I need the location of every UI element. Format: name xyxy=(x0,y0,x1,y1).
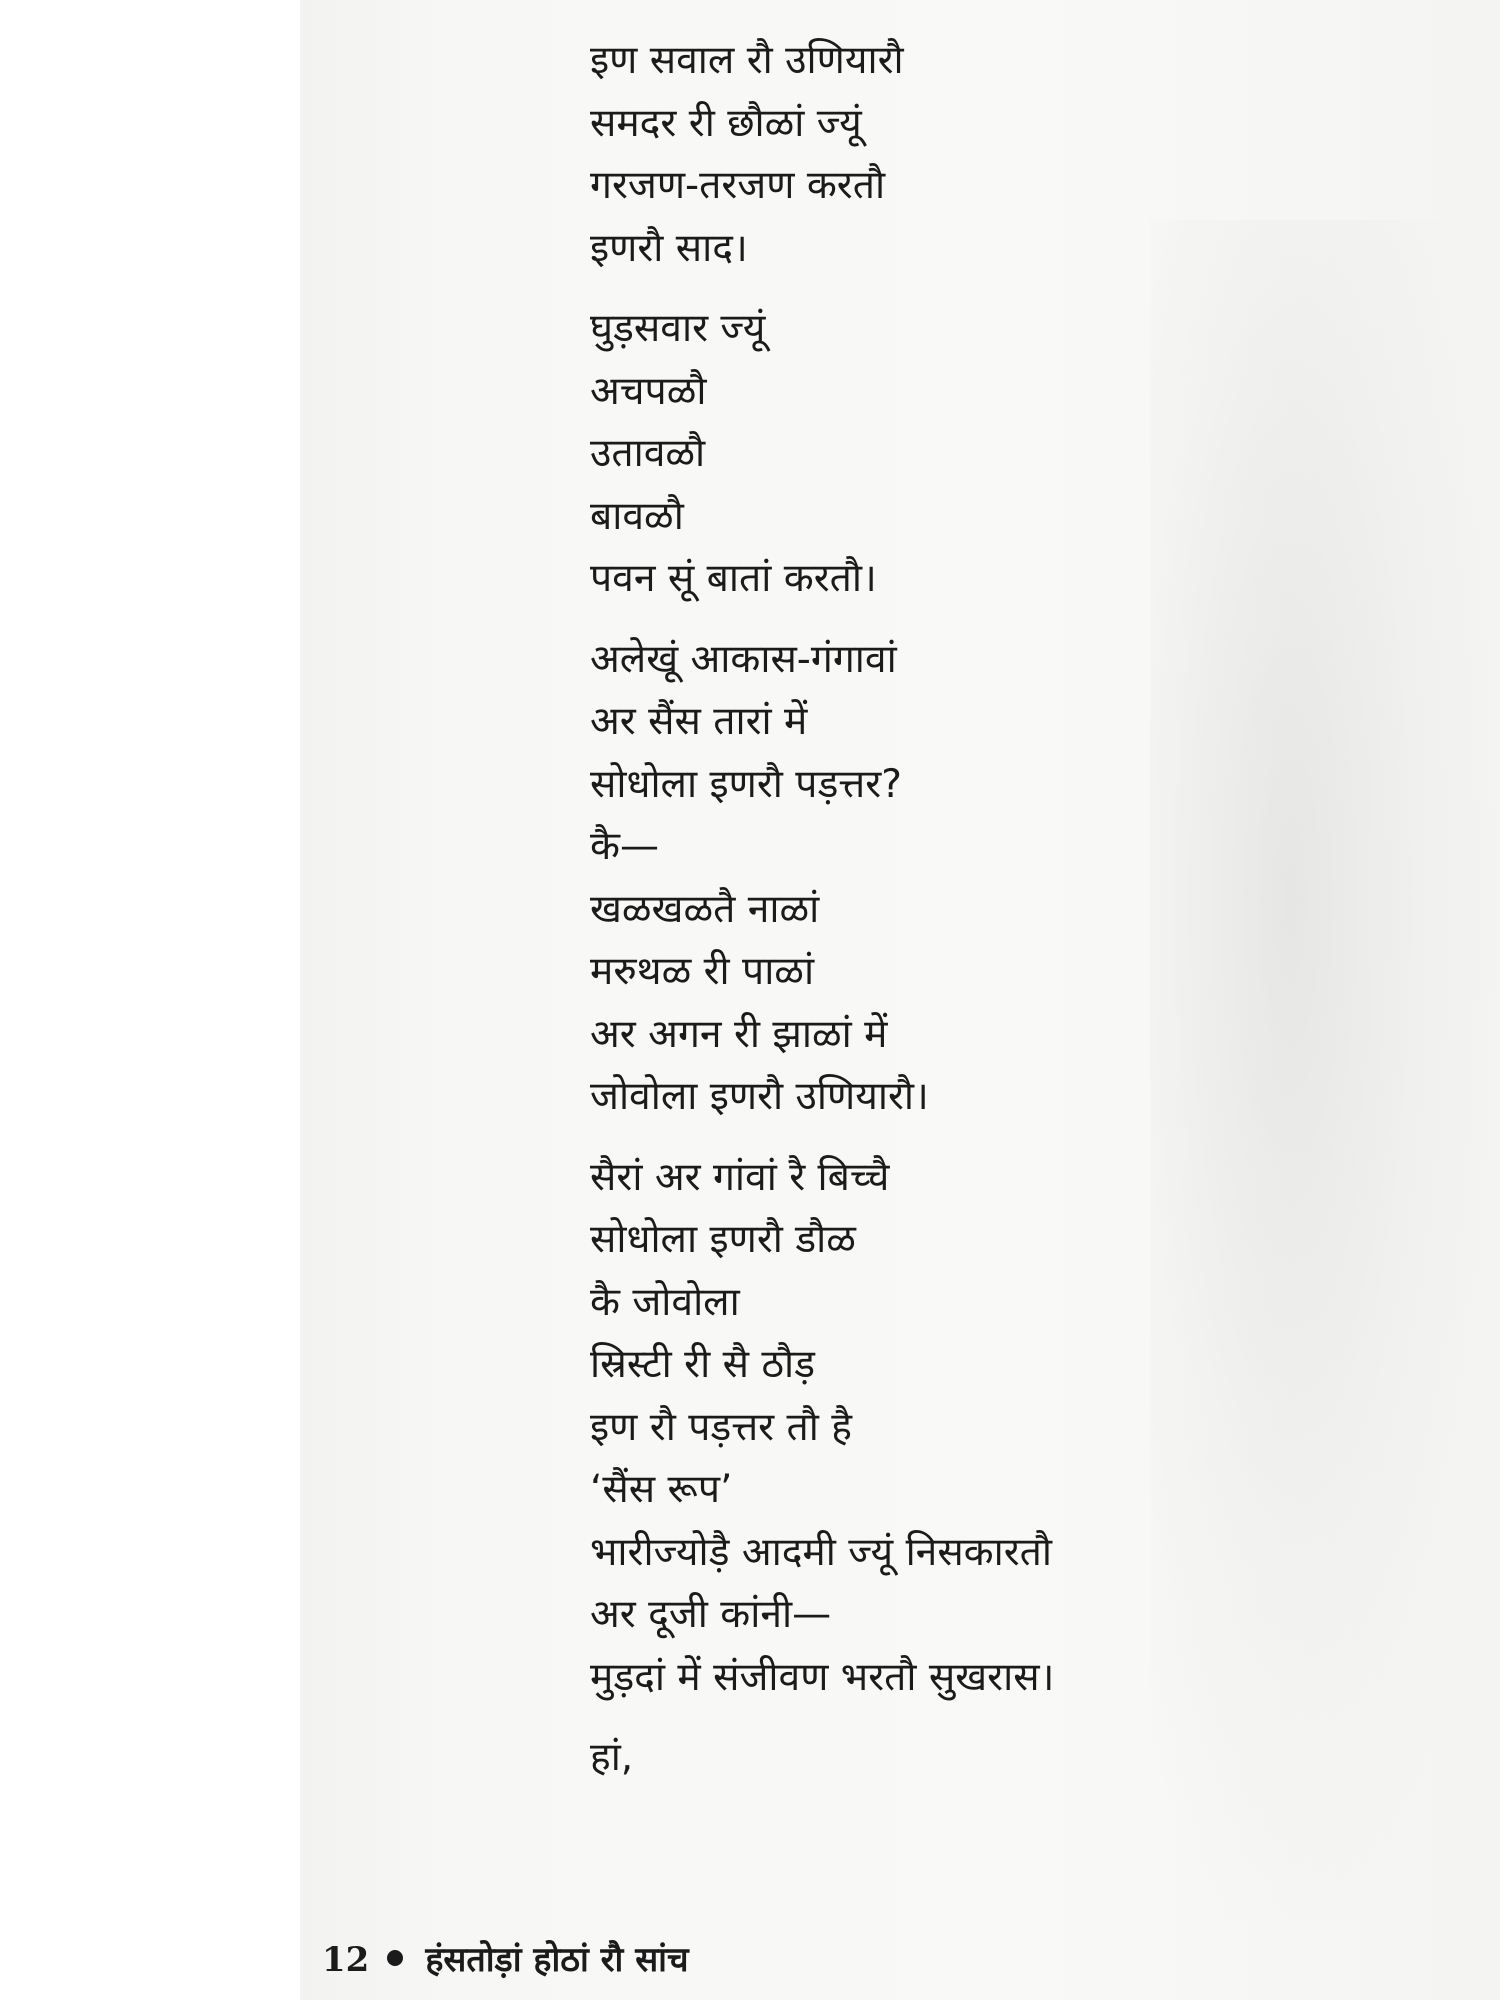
book-title: हंसतोड़ां होठां रौ सांच xyxy=(425,1940,689,1980)
poem-line: सैरां अर गांवां रै बिच्चै xyxy=(590,1154,890,1200)
poem-line: पवन सूं बातां करतौ। xyxy=(590,556,877,601)
poem-body xyxy=(590,30,1410,1808)
poem-line: स्रिस्टी री सै ठौड़ xyxy=(590,1342,816,1387)
poem-line: उतावळौ xyxy=(590,431,706,476)
poem-line: गरजण-तरजण करतौ xyxy=(590,163,886,208)
poem-line: ‘सैंस रूप’ xyxy=(590,1467,733,1512)
poem-line: घुड़सवार ज्यूं xyxy=(590,306,766,351)
poem-line: अर दूजी कांनी— xyxy=(590,1592,832,1637)
bullet-icon xyxy=(387,1950,403,1966)
poem-line: सोधोला इणरौ डौळ xyxy=(590,1217,856,1262)
poem-line: मुड़दां में संजीवण भरतौ सुखरास। xyxy=(590,1654,1055,1700)
poem-line: समदर री छौळां ज्यूं xyxy=(590,100,862,146)
poem-line: इण सवाल रौ उणियारौ xyxy=(590,38,904,83)
poem-line: कै जोवोला xyxy=(590,1279,740,1325)
poem-line: अचपळौ xyxy=(590,368,707,414)
poem-line: इण रौ पड़त्तर तौ है xyxy=(590,1404,852,1450)
poem-line: अर सैंस तारां में xyxy=(590,699,808,744)
poem-stanza xyxy=(590,30,1410,280)
poem-line: मरुथळ री पाळां xyxy=(590,949,815,994)
poem-line: अलेखूं आकास-गंगावां xyxy=(590,636,897,682)
poem-line: कै— xyxy=(590,824,659,869)
page-footer xyxy=(322,1935,689,1981)
poem-line: खळखळतै नाळां xyxy=(590,886,820,932)
poem-line: सोधोला इणरौ पड़त्तर? xyxy=(590,761,902,807)
poem-line: भारीज्योड़ै आदमी ज्यूं निसकारतौ xyxy=(590,1529,1053,1575)
poem-stanza xyxy=(590,1727,1410,1790)
poem-stanza xyxy=(590,1147,1410,1710)
poem-line: बावळौ xyxy=(590,493,684,539)
poem-stanza xyxy=(590,298,1410,611)
poem-line: इणरौ साद। xyxy=(590,225,748,271)
poem-line: जोवोला इणरौ उणियारौ। xyxy=(590,1074,929,1119)
poem-stanza xyxy=(590,629,1410,1129)
poem-line: अर अगन री झाळां में xyxy=(590,1011,888,1057)
page-number: 12 xyxy=(322,1940,370,1980)
poem-line: हां, xyxy=(590,1735,634,1780)
